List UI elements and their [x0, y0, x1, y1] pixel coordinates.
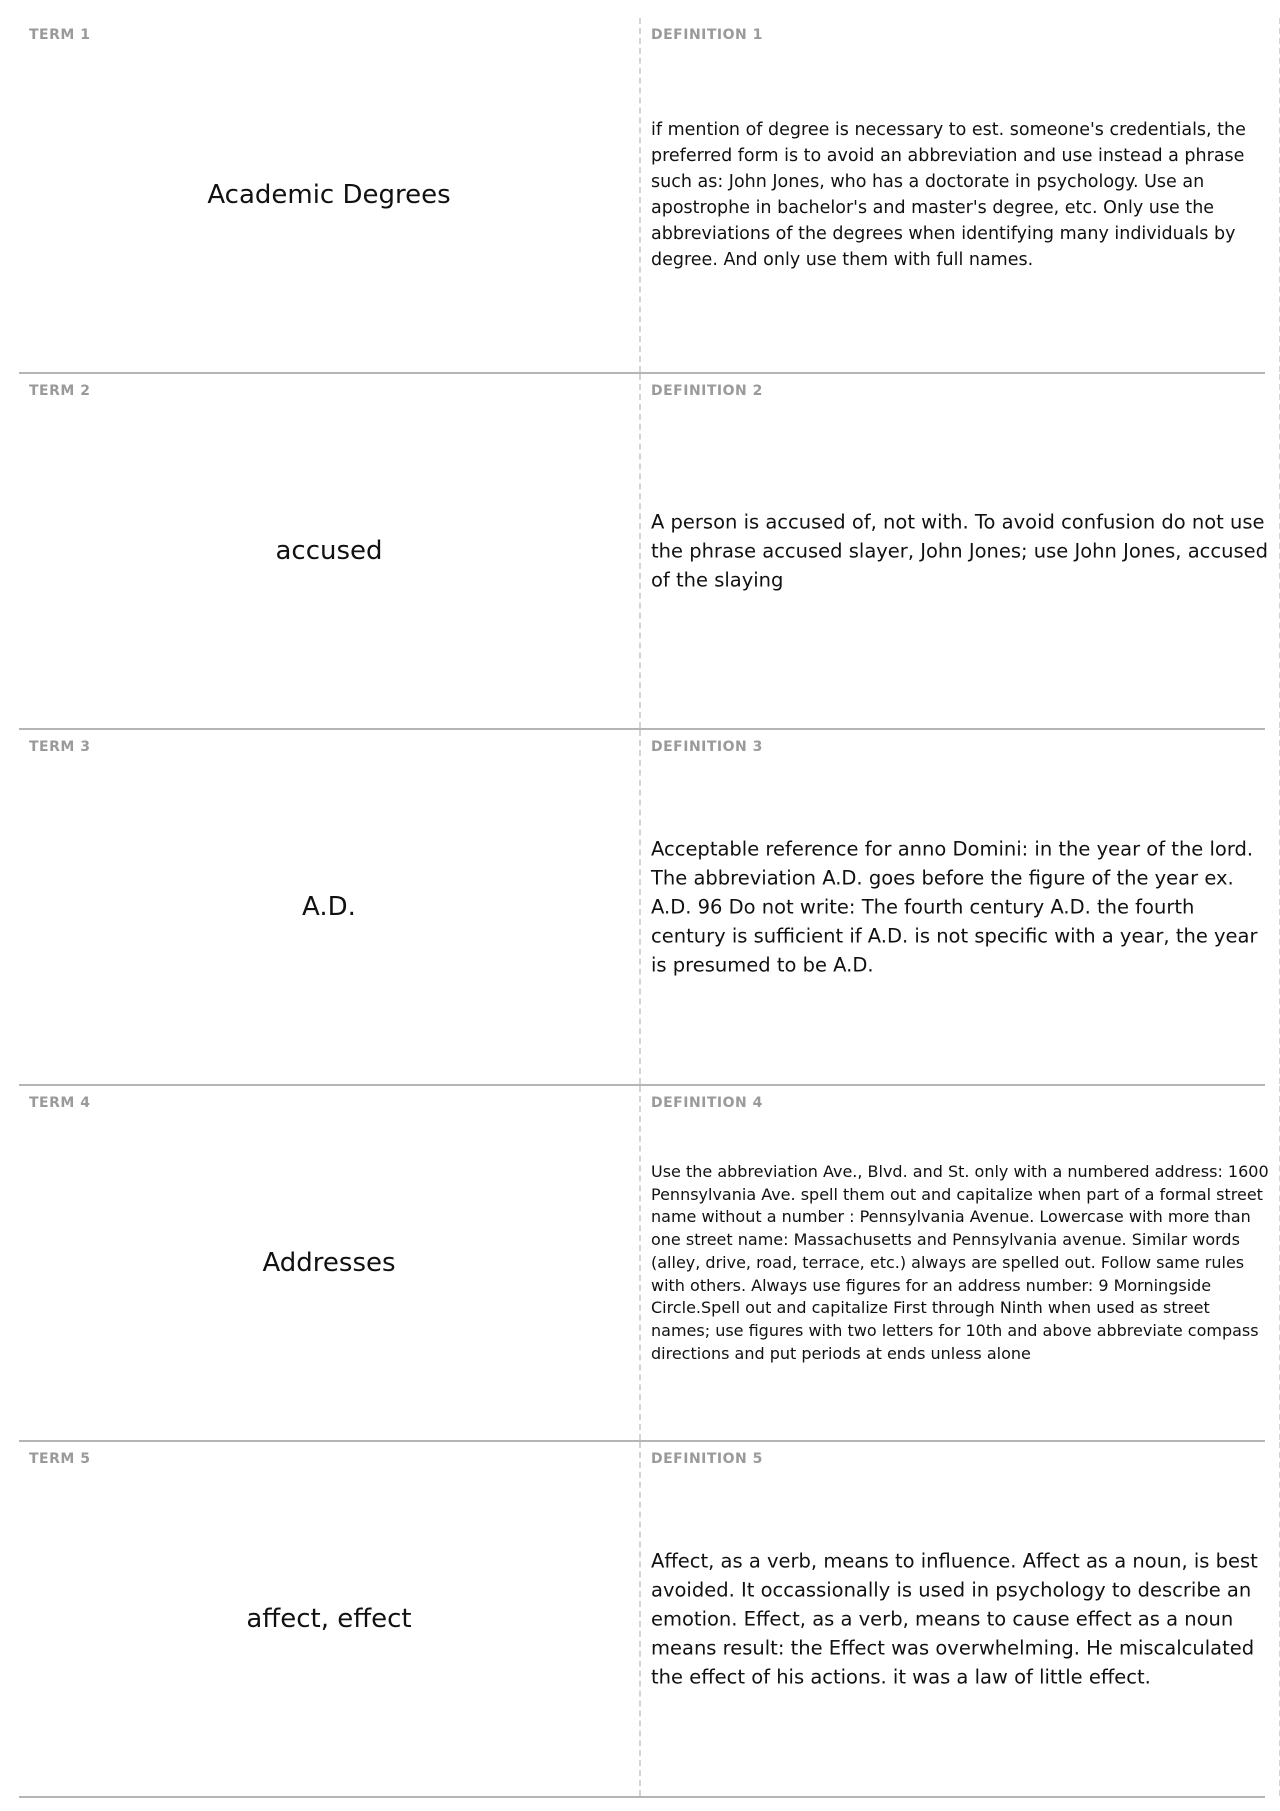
- definition-cell: [641, 1442, 1273, 1796]
- definition-cell: [641, 374, 1273, 728]
- definition-text: if mention of degree is necessary to est. someone's credentials, the preferred form is to avoid an abbreviation and use instead a phrase such as: John Jones, who has a doctorate in psychology. Use an apostrophe in bachelor's and master's degree, etc. Only use the abbreviations of the degrees when identifying many individuals by degree. And only use them with full names.: [651, 120, 1246, 270]
- term-text: Addresses: [262, 1248, 396, 1278]
- term-label: TERM 3: [29, 739, 91, 755]
- flashcard-row: [19, 374, 1268, 730]
- definition-cell: [641, 18, 1273, 372]
- term-cell: [19, 1086, 641, 1440]
- definition-text: Affect, as a verb, means to influence. Affect as a noun, is best avoided. It occassionally is used in psychology to describe an emotion. Effect, as a verb, means to cause effect as a noun means result: the Effect was overwhelming. He miscalculated the effect of his actions. it was a law of little effect.: [651, 1549, 1258, 1689]
- term-label: TERM 4: [29, 1095, 91, 1111]
- definition-text: Use the abbreviation Ave., Blvd. and St. only with a numbered address: 1600 Pennsylvania Ave. spell them out and capitalize when part of a formal street name without a number : Pennsylvania Avenue. Lowercase with more than one street name: Massachusetts and Pennsylvania avenue. Similar words (alley, drive, road, terrace, etc.) always are spelled out. Follow same rules with others. Always use figures for an address number: 9 Morningside Circle.Spell out and capitalize First through Ninth when used as street names; use figures with two letters for 10th and above abbreviate compass directions and put periods at ends unless alone: [651, 1161, 1269, 1363]
- term-cell: [19, 1442, 641, 1796]
- term-text: A.D.: [302, 892, 356, 922]
- flashcard-row: [19, 730, 1265, 1086]
- term-cell: [19, 374, 641, 728]
- term-text: accused: [275, 536, 383, 566]
- definition-label: DEFINITION 5: [651, 1451, 763, 1467]
- term-cell: [19, 730, 641, 1084]
- definition-label: DEFINITION 3: [651, 739, 763, 755]
- definition-cell: [641, 1086, 1273, 1440]
- definition-text: Acceptable reference for anno Domini: in the year of the lord. The abbreviation A.D. goes before the figure of the year ex. A.D. 96 Do not write: The fourth century A.D. the fourth century is sufficient if A.D. is not specific with a year, the year is presumed to be A.D.: [651, 837, 1258, 977]
- definition-text: A person is accused of, not with. To avoid confusion do not use the phrase accused slayer, John Jones; use John Jones, accused of the slaying: [651, 510, 1268, 592]
- term-text: affect, effect: [246, 1604, 412, 1634]
- definition-label: DEFINITION 1: [651, 27, 763, 43]
- flashcard-row: [19, 1442, 1265, 1798]
- definition-cell: [641, 730, 1273, 1084]
- definition-label: DEFINITION 2: [651, 383, 763, 399]
- term-label: TERM 2: [29, 383, 91, 399]
- term-label: TERM 1: [29, 27, 91, 43]
- definition-label: DEFINITION 4: [651, 1095, 763, 1111]
- term-cell: [19, 18, 641, 372]
- flashcard-sheet: [19, 18, 1269, 1798]
- flashcard-row: [19, 18, 1265, 374]
- term-label: TERM 5: [29, 1451, 91, 1467]
- term-text: Academic Degrees: [207, 180, 451, 210]
- flashcard-row: [19, 1086, 1269, 1442]
